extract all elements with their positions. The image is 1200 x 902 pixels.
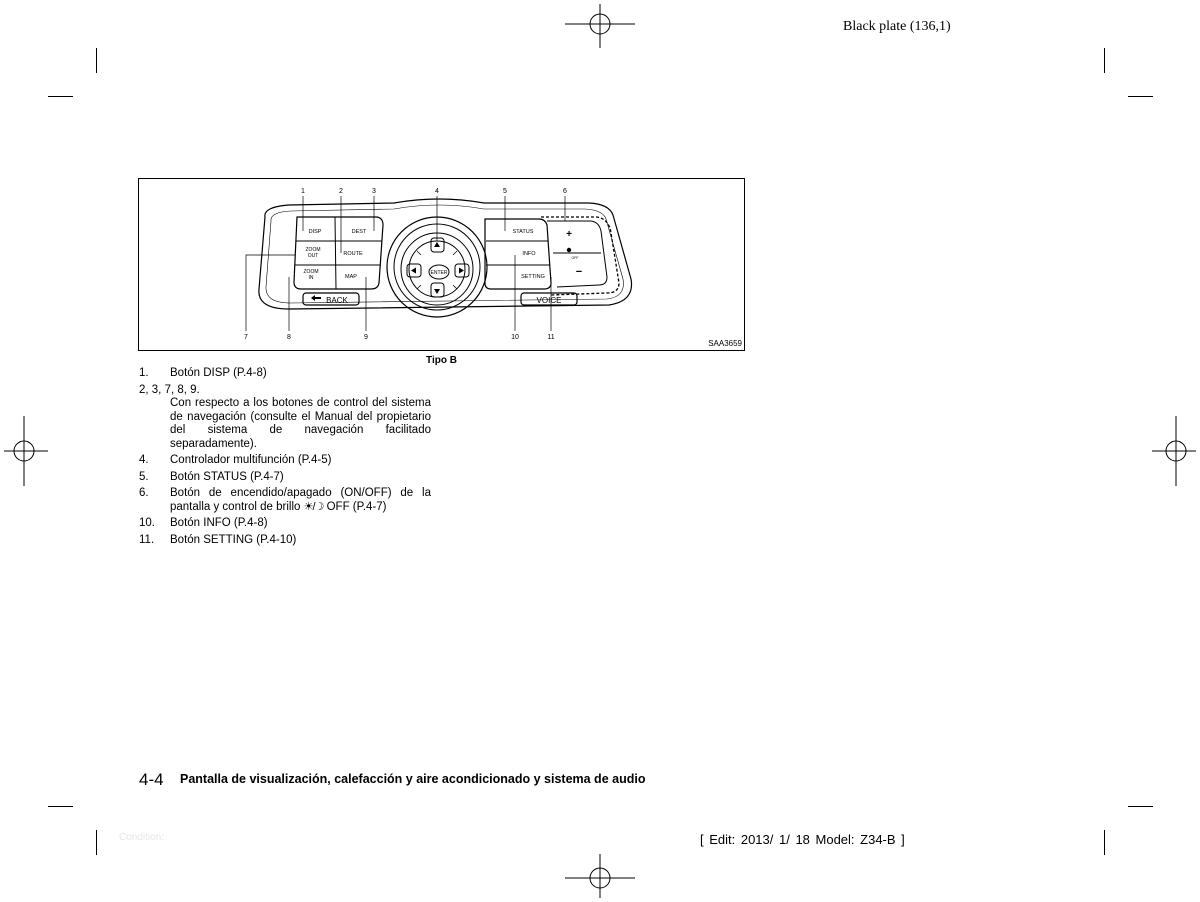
figure-code: SAA3659: [708, 339, 742, 348]
plate-label: Black plate (136,1): [843, 19, 951, 34]
voice-label: VOICE: [536, 296, 562, 305]
edit-info: [ Edit: 2013/ 1/ 18 Model: Z34-B ]: [700, 832, 905, 847]
info-label: INFO: [522, 251, 536, 257]
brightness-icon: ☀/☽: [303, 500, 324, 513]
minus-label: −: [575, 266, 583, 278]
page-number: 4-4: [139, 770, 164, 789]
callout-11: 11: [547, 334, 555, 341]
arrow-up-icon[interactable]: [434, 242, 440, 247]
callout-4: 4: [435, 188, 439, 195]
brightness-sun-icon: [567, 248, 571, 252]
callout-9: 9: [364, 334, 368, 341]
back-label: BACK: [326, 296, 348, 305]
enter-label: ENTER: [430, 270, 448, 276]
section-title: Pantalla de visualización, calefacción y aire acondicionado y sistema de audio: [180, 772, 646, 786]
callout-5: 5: [503, 188, 507, 195]
back-arrow-icon: [311, 295, 321, 301]
off-label: OFF: [571, 256, 579, 260]
map-label: MAP: [345, 274, 357, 280]
list-item: 10. Botón INFO (P.4-8): [139, 517, 268, 529]
zoom-out-label-2: OUT: [307, 253, 319, 259]
arrow-down-icon[interactable]: [434, 289, 440, 294]
list-item: 11. Botón SETTING (P.4-10): [139, 533, 297, 546]
arrow-right-icon[interactable]: [459, 268, 464, 274]
list-item: 5. Botón STATUS (P.4-7): [139, 470, 284, 483]
setting-label: SETTING: [521, 274, 545, 280]
arrow-left-icon[interactable]: [411, 268, 416, 274]
figure-caption: Tipo B: [426, 355, 457, 366]
callout-2: 2: [339, 188, 343, 195]
callout-1: 1: [301, 188, 305, 195]
callout-7: 7: [244, 334, 248, 341]
list-item: 1. Botón DISP (P.4-8): [139, 367, 267, 379]
dest-label: DEST: [351, 229, 367, 235]
brightness-moon-icon: [572, 245, 578, 253]
control-panel-illustration: [139, 179, 746, 352]
list-item: 2, 3, 7, 8, 9. Con respecto a los botones de control del sistema de navegación (consulte el Manual del propietario del sistema de navegación facilitado separadamente).: [139, 383, 431, 450]
zoom-in-label-2: IN: [308, 275, 314, 281]
description-list: [139, 367, 431, 550]
callout-6: 6: [563, 188, 567, 195]
disp-label: DISP: [308, 229, 322, 235]
route-label: ROUTE: [343, 251, 363, 257]
condition-label: Condition:: [119, 832, 165, 843]
callout-3: 3: [372, 188, 376, 195]
list-item: 4. Controlador multifunción (P.4-5): [139, 454, 332, 466]
list-item: 6. Botón de encendido/apagado (ON/OFF) de la pantalla y control de brillo ☀/☽ OFF (P.4-7): [139, 487, 431, 513]
zoom-out-label-1: ZOOM: [305, 247, 321, 253]
status-label: STATUS: [512, 229, 534, 235]
zoom-in-label-1: ZOOM: [303, 269, 319, 275]
plus-label: +: [566, 229, 572, 240]
callout-10: 10: [511, 334, 519, 341]
control-panel-figure: [138, 178, 745, 351]
callout-8: 8: [287, 334, 291, 341]
